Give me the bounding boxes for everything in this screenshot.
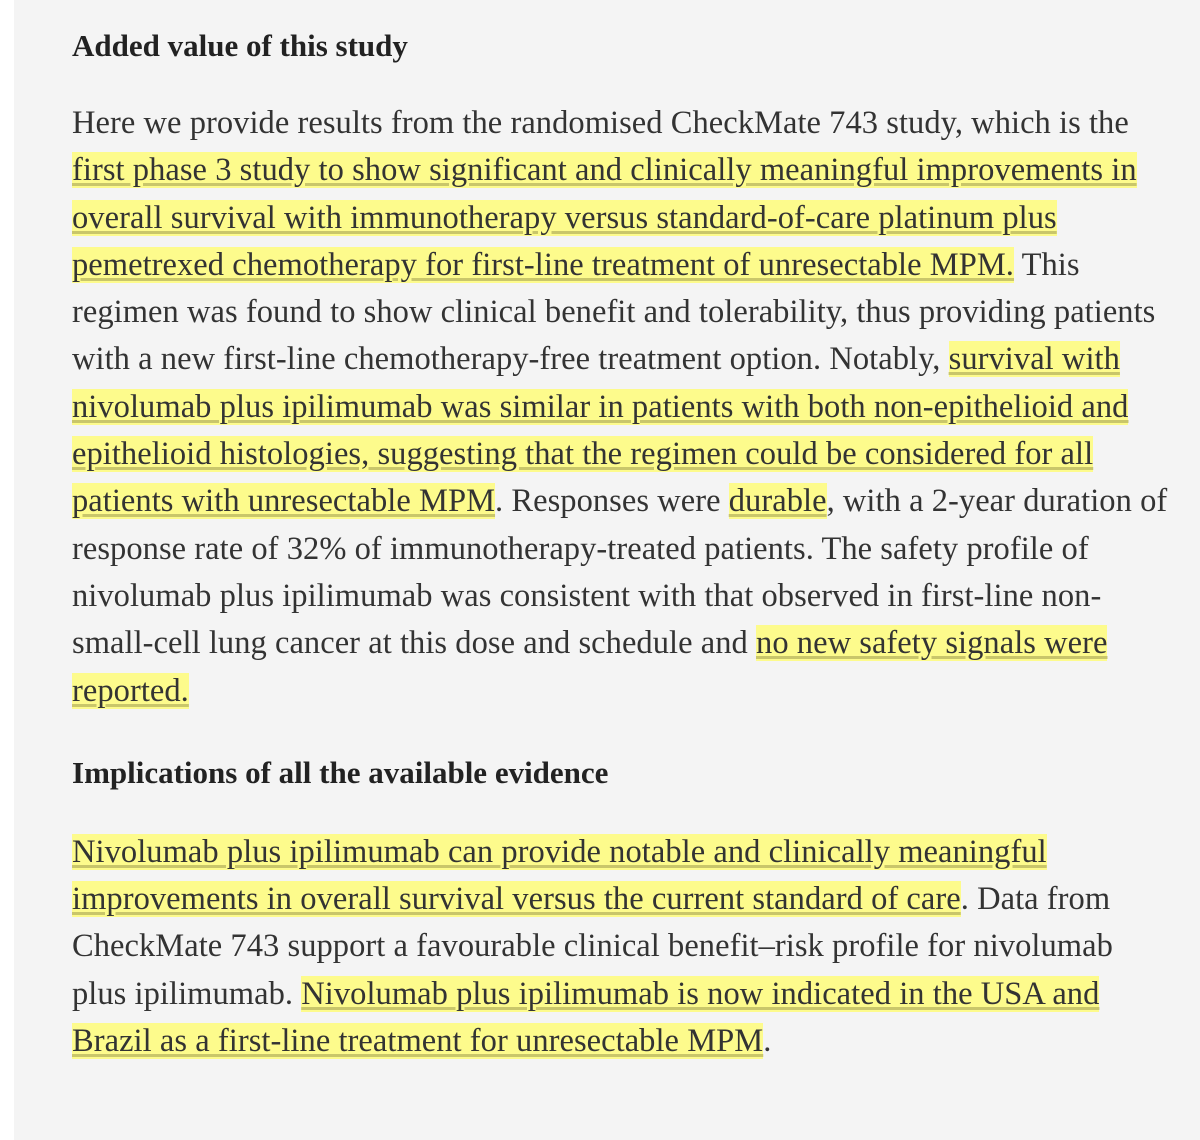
section-paragraph-added-value [72, 100, 1170, 715]
highlighted-text-segment: first phase 3 study to show significant and clinically meaningful improvements in overall survival with immunotherapy versus standard-of-care platinum plus pemetrexed chemotherapy for first-line treatment of unresectable MPM. [72, 152, 1137, 283]
section-heading-added-value: Added value of this study [72, 28, 408, 63]
research-in-context-panel [14, 0, 1200, 1140]
highlighted-text-segment: Nivolumab plus ipilimumab is now indicated in the USA and Brazil as a first-line treatment for unresectable MPM [72, 975, 1100, 1060]
text-segment: , with a 2-year duration of response rate of 32% of immunotherapy-treated patients. The safety profile of nivolumab plus ipilimumab was consistent with that observed in first-line non-small-cell lung cancer at this dose and schedule and [72, 483, 1168, 662]
section-heading-implications: Implications of all the available evidence [72, 754, 609, 790]
text-segment: . Data from CheckMate 743 support a favourable clinical benefit–risk profile for nivolumab plus ipilimumab. [72, 881, 1113, 1012]
highlighted-text-segment: no new safety signals were reported. [72, 625, 1108, 709]
text-segment: Here we provide results from the randomised CheckMate 743 study, which is the [72, 105, 1129, 141]
text-segment: This regimen was found to show clinical benefit and tolerability, thus providing patients with a new first-line chemotherapy-free treatment option. Notably, [72, 246, 1156, 378]
highlighted-text-segment: survival with nivolumab plus ipilimumab was similar in patients with both non-epithelioid and epithelioid histologies, suggesting that the regimen could be considered for all patients with unresectable MPM [72, 341, 1129, 520]
text-segment: . [763, 1023, 772, 1060]
highlighted-text-segment: durable [728, 483, 827, 520]
highlighted-text-segment: Nivolumab plus ipilimumab can provide notable and clinically meaningful improvements in overall survival versus the current standard of care [72, 833, 1047, 918]
section-paragraph-implications [72, 829, 1170, 1065]
text-segment: . Responses were [495, 483, 729, 520]
